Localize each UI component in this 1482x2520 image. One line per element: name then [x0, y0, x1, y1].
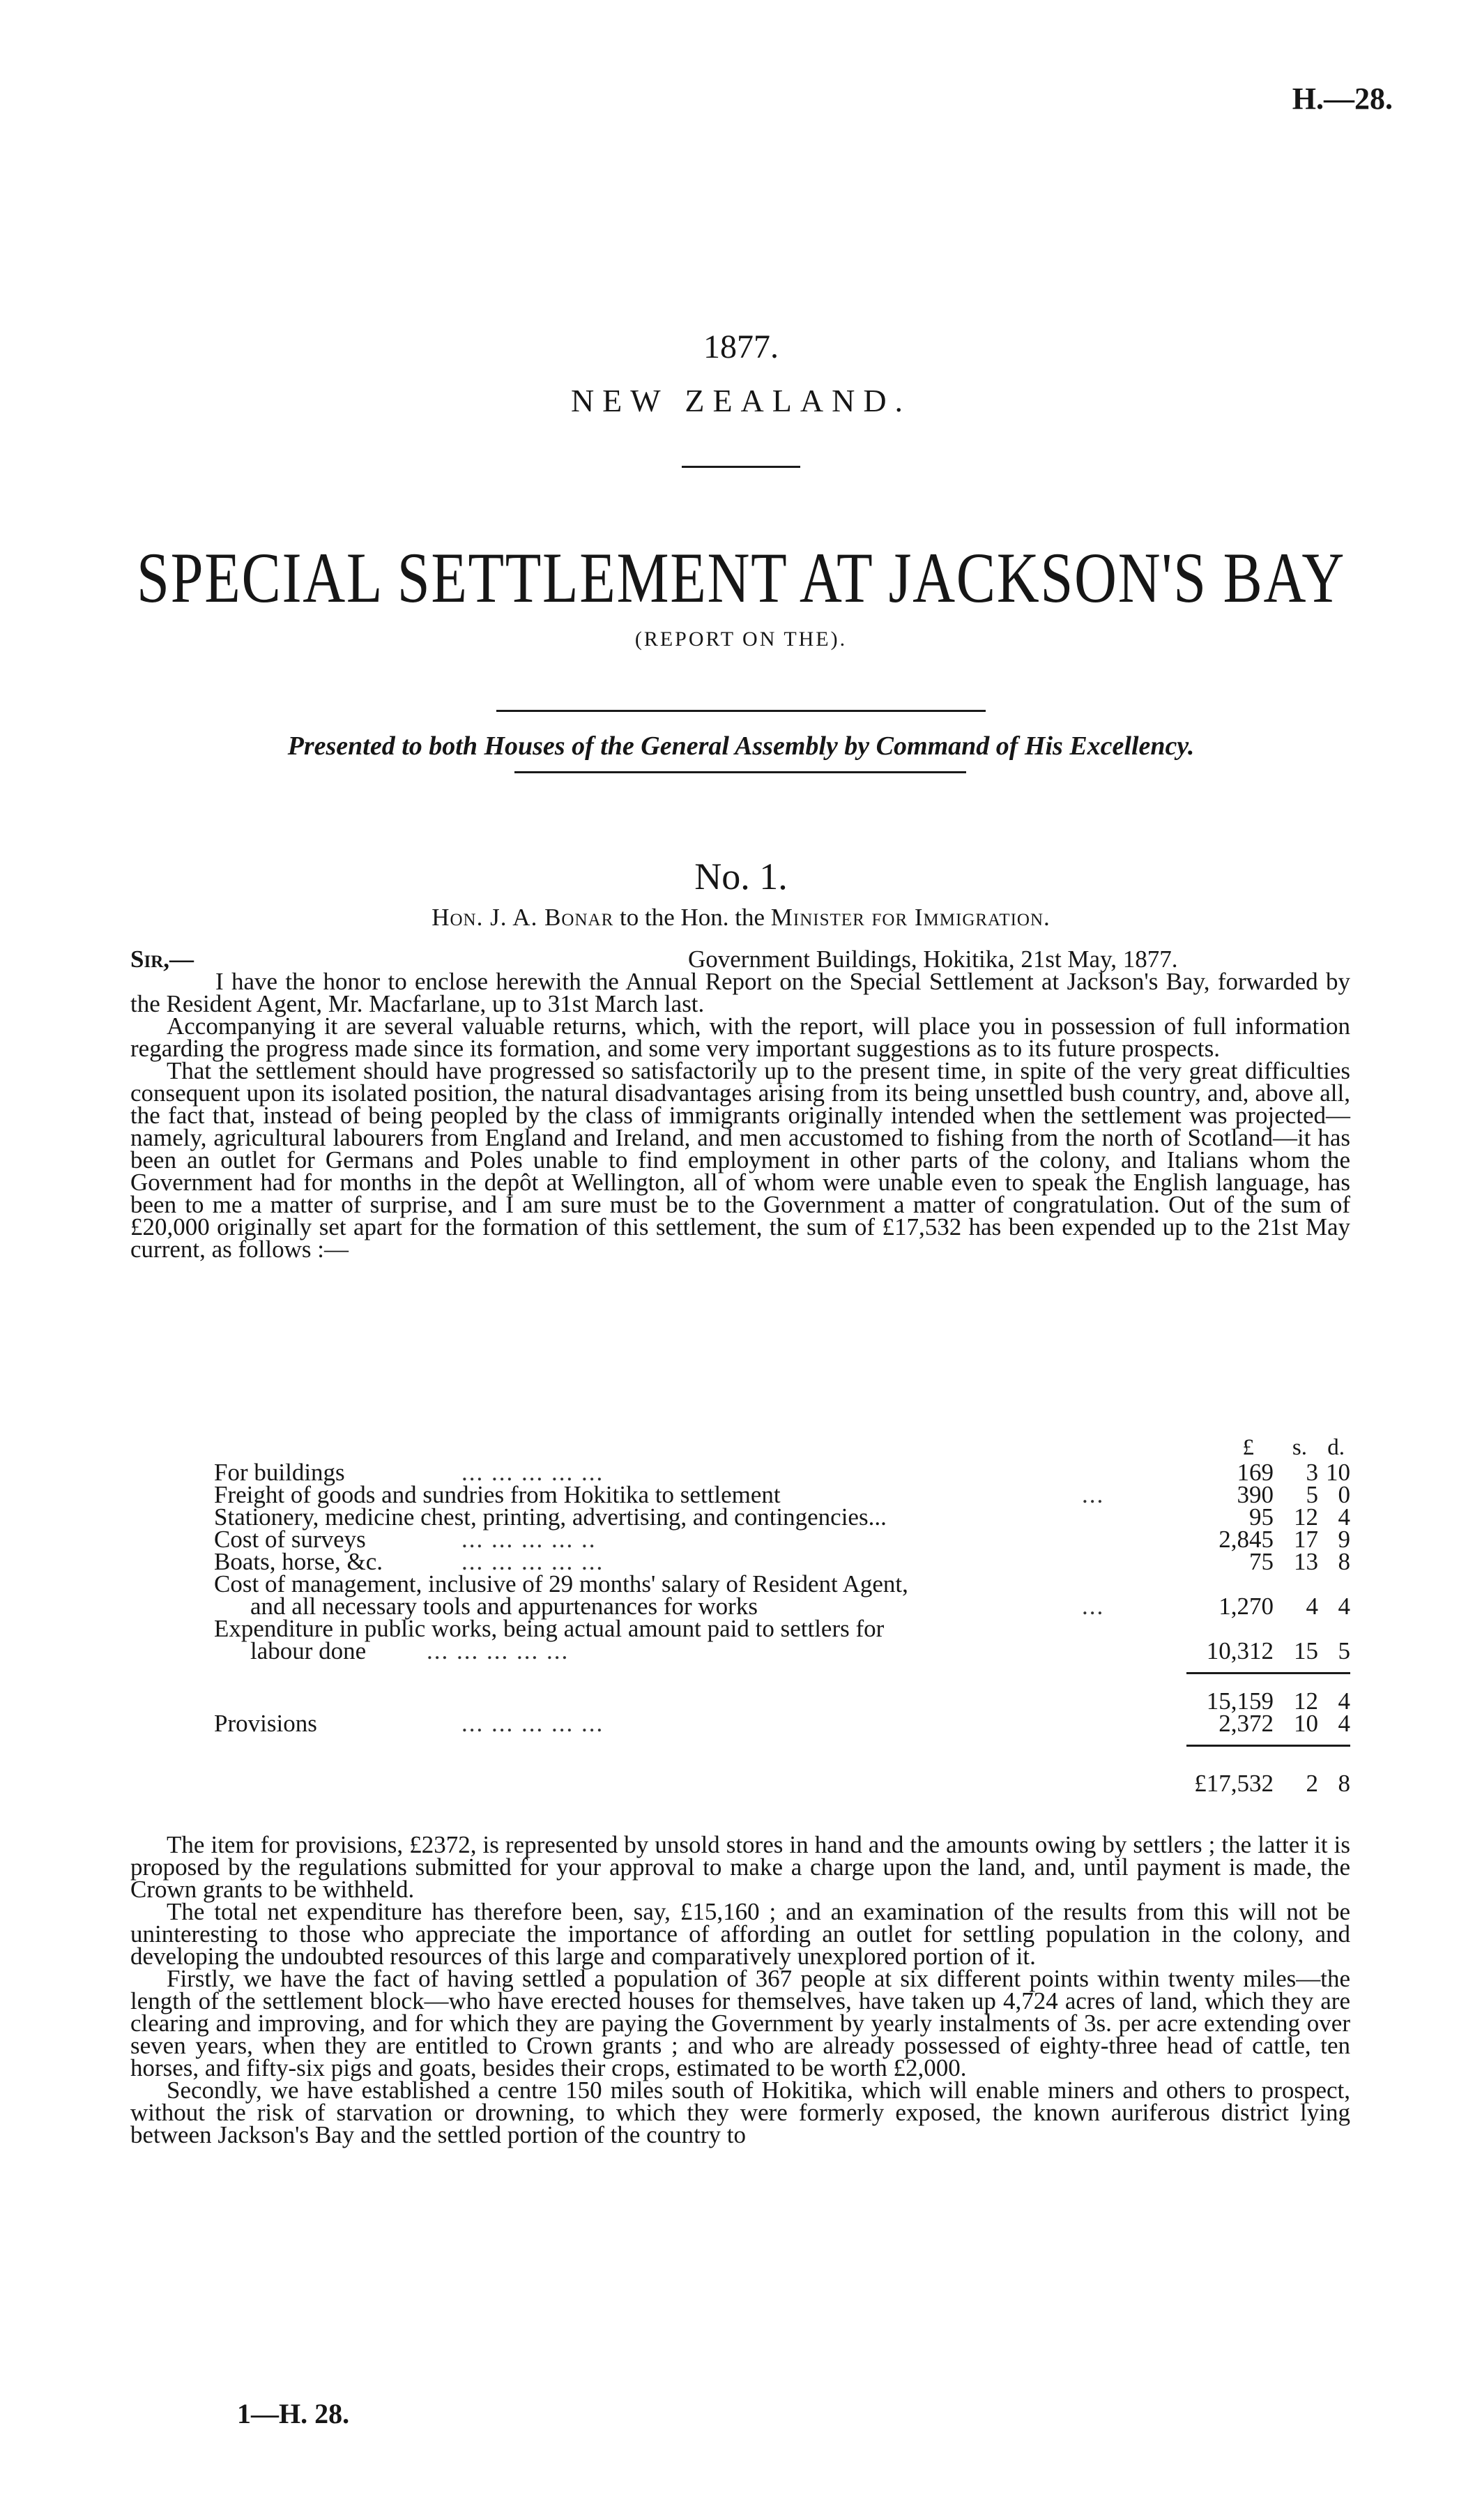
divider-rule — [682, 466, 800, 468]
ledger-pence: 5 — [1338, 1637, 1350, 1664]
pence-header: d. — [1327, 1435, 1345, 1460]
ledger-pounds: 95 — [1249, 1503, 1274, 1531]
paragraph: The item for provisions, £2372, is represented by unsold stores in hand and the amounts owing by settlers ; the latter it is proposed by the regulations submitted for your approval to make a charge upon the land, and, until payment is made, the Crown grants to be withheld. — [130, 1831, 1350, 1903]
ledger-row — [214, 1615, 1350, 1642]
divider-rule — [514, 771, 966, 773]
provisions-row — [214, 1710, 1350, 1737]
ledger-dots: ... — [1082, 1593, 1105, 1620]
ledger-shillings: 4 — [1306, 1593, 1318, 1620]
ledger-desc: Provisions — [214, 1710, 317, 1737]
subtotal-shillings: 12 — [1294, 1687, 1318, 1715]
ledger-dots: ... ... ... ... ... — [461, 1710, 604, 1737]
provisions-pence: 4 — [1338, 1710, 1350, 1737]
ledger-desc: Expenditure in public works, being actual amount paid to settlers for — [214, 1615, 885, 1642]
letter-heading — [0, 904, 1482, 932]
document-subtitle: (REPORT ON THE). — [634, 628, 848, 651]
ledger-row — [214, 1526, 1350, 1553]
ledger-pence: 8 — [1338, 1548, 1350, 1575]
salutation: Sir,— — [130, 946, 194, 973]
recipient-name: Minister for Immigration. — [770, 904, 1051, 931]
ledger-pounds: 390 — [1237, 1481, 1274, 1508]
year: 1877. — [703, 328, 779, 365]
footer-code: 1—H. 28. — [237, 2398, 350, 2429]
country-heading: NEW ZEALAND. — [570, 383, 912, 418]
ledger-pounds: 75 — [1249, 1548, 1274, 1575]
to-prefix: to the Hon. the — [620, 904, 765, 931]
total-pounds: £17,532 — [1194, 1770, 1274, 1797]
ledger-row — [214, 1548, 1350, 1575]
ledger-shillings: 13 — [1294, 1548, 1318, 1575]
ledger-row — [214, 1481, 1350, 1508]
letter-address: Government Buildings, Hokitika, 21st May, 1877. — [688, 946, 1178, 973]
ledger-pounds: 10,312 — [1206, 1637, 1274, 1664]
ledger-desc: Cost of management, inclusive of 29 months' salary of Resident Agent, — [214, 1570, 908, 1597]
ledger-desc: Cost of surveys — [214, 1526, 366, 1553]
shillings-header: s. — [1292, 1435, 1307, 1460]
ledger-row — [214, 1570, 1350, 1597]
ledger-dots: ... ... ... ... .. — [461, 1526, 597, 1553]
paragraph: That the settlement should have progressed so satisfactorily up to the present time, in spite of the very great difficulties consequent upon its isolated position, the natural disadvantages arising from its being unsettled bush country, and, above all, the fact that, instead of being peopled by the class of immigrants originally intended when the settlement was projected—namely, agricultural labourers from England and Ireland, and men accustomed to fishing from the north of Scotland—it has been an outlet for Germans and Poles unable to find employment in other parts of the colony, and Italians whom the Government had for months in the depôt at Wellington, all of whom were unable even to speak the English language, has been to me a matter of surprise, and I am sure must be to the Government a matter of congratulation. Out of the sum of £20,000 originally set apart for the formation of this settlement, the sum of £17,532 has been expended up to the 21st May current, as follows :— — [130, 1057, 1350, 1263]
paragraph: Secondly, we have established a centre 150 miles south of Hokitika, which will enable miners and others to prospect, without the risk of starvation or drowning, to which they were formerly exposed, the known auriferous district lying between Jackson's Bay and the settled portion of the country to — [130, 2077, 1350, 2148]
ledger-shillings: 15 — [1294, 1637, 1318, 1664]
presented-line: Presented to both Houses of the General Assembly by Command of His Excellency. — [287, 731, 1195, 761]
ledger-row — [250, 1593, 1350, 1620]
ledger-shillings: 3 — [1306, 1459, 1318, 1486]
page-code: H.—28. — [1292, 82, 1393, 116]
total-rule — [1186, 1745, 1350, 1747]
paragraph: Firstly, we have the fact of having settled a population of 367 people at six different points within twenty miles—the length of the settlement block—who have erected houses for themselves, have taken up 4,724 acres of land, which they are clearing and improving, and for which they are paying the Government by yearly instalments of 3s. per acre extending over seven years, when they are entitled to Crown grants ; and who are already possessed of eighty-three head of cattle, ten horses, and fifty-six pigs and goats, besides their crops, estimated to be worth £2,000. — [130, 1965, 1350, 2081]
ledger-row — [250, 1637, 1350, 1664]
pounds-header: £ — [1242, 1435, 1254, 1460]
paragraph: The total net expenditure has therefore been, say, £15,160 ; and an examination of the results from this will not be uninteresting to those who appreciate the importance of affording an outlet for settling population in the colony, and developing the undoubted resources of this large and comparatively unexplored portion of it. — [130, 1898, 1350, 1970]
provisions-shillings: 10 — [1294, 1710, 1318, 1737]
ledger-pounds: 169 — [1237, 1459, 1274, 1486]
subtotal-pence: 4 — [1338, 1687, 1350, 1715]
letter-body — [130, 968, 1350, 1263]
ledger-pounds: 2,845 — [1219, 1526, 1274, 1553]
letter-body-continued — [130, 1831, 1350, 2148]
paragraph: Accompanying it are several valuable returns, which, with the report, will place you in possession of full information regarding the progress made since its formation, and some very important suggestions as to its future prospects. — [130, 1012, 1350, 1062]
subtotal-rule — [1186, 1672, 1350, 1674]
ledger-pence: 10 — [1326, 1459, 1350, 1486]
ledger-shillings: 12 — [1294, 1503, 1318, 1531]
subtotal-pounds: 15,159 — [1206, 1687, 1274, 1715]
ledger-dots: ... ... ... ... ... — [427, 1637, 570, 1664]
ledger-pence: 4 — [1338, 1593, 1350, 1620]
subtotal-row — [214, 1687, 1350, 1715]
paragraph: I have the honor to enclose herewith the Annual Report on the Special Settlement at Jackson's Bay, forwarded by the Resident Agent, Mr. Macfarlane, up to 31st March last. — [130, 968, 1350, 1017]
provisions-pounds: 2,372 — [1219, 1710, 1274, 1737]
ledger-desc: Freight of goods and sundries from Hokitika to settlement — [214, 1481, 781, 1508]
ledger-dots: ... ... ... ... ... — [461, 1548, 604, 1575]
total-shillings: 2 — [1306, 1770, 1318, 1797]
ledger-row — [214, 1503, 1350, 1531]
divider-rule — [496, 710, 986, 712]
ledger-shillings: 17 — [1294, 1526, 1318, 1553]
ledger-dots: ... — [1082, 1481, 1105, 1508]
ledger-desc: Stationery, medicine chest, printing, advertising, and contingencies... — [214, 1503, 887, 1531]
letter-number: No. 1. — [694, 856, 788, 897]
ledger-pence: 4 — [1338, 1503, 1350, 1531]
ledger-pence: 0 — [1338, 1481, 1350, 1508]
ledger-desc: For buildings — [214, 1459, 345, 1486]
ledger-shillings: 5 — [1306, 1481, 1318, 1508]
ledger-desc: and all necessary tools and appurtenances for works — [250, 1593, 758, 1620]
total-row — [214, 1770, 1350, 1797]
ledger-pence: 9 — [1338, 1526, 1350, 1553]
total-pence: 8 — [1338, 1770, 1350, 1797]
document-title: SPECIAL SETTLEMENT AT JACKSON'S BAY — [137, 538, 1345, 618]
sender-name: Hon. J. A. Bonar — [431, 904, 614, 931]
ledger-pounds: 1,270 — [1219, 1593, 1274, 1620]
ledger-dots: ... ... ... ... ... — [461, 1459, 604, 1486]
ledger-row — [214, 1459, 1350, 1486]
ledger-desc: labour done — [250, 1637, 367, 1664]
ledger-desc: Boats, horse, &c. — [214, 1548, 383, 1575]
